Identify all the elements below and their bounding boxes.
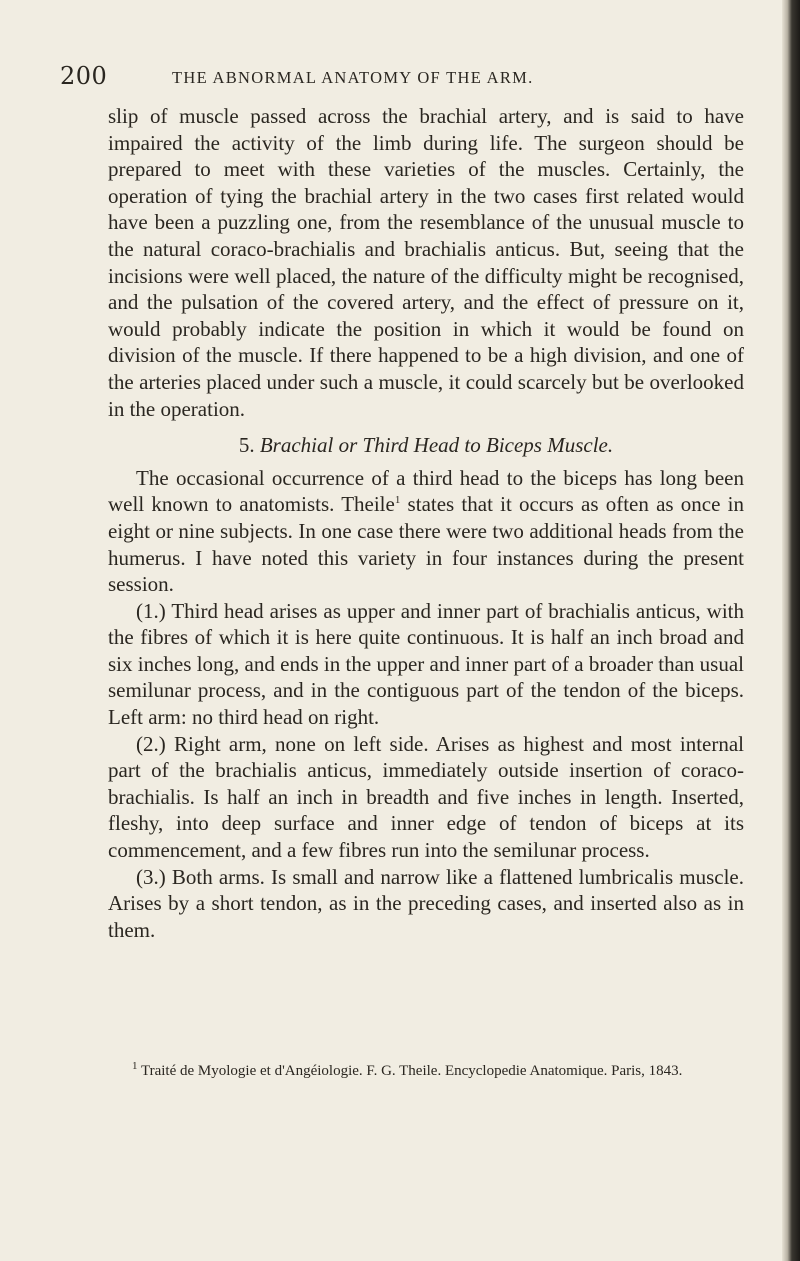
page-edge-shadow (782, 0, 800, 1261)
page-number: 200 (60, 62, 108, 90)
paragraph-case-3: (3.) Both arms. Is small and narrow like a flattened lumbricalis muscle. Arises by a short tendon, as in the preceding cases, and inserted also as in them. (108, 864, 744, 942)
paragraph-intro (108, 465, 744, 598)
paragraph-intro-text-a: The occasional occurrence of a third head to the biceps has long been well known to anatomists. Theile (108, 465, 744, 517)
footnote-reference: 1 (394, 494, 401, 507)
paragraph-intro-text-b: states that it occurs as often as once in eight or nine subjects. In one case there were two additional heads from the humerus. I have noted this variety in four instances during the present session. (108, 492, 744, 597)
section-heading (108, 432, 744, 459)
section-title: Brachial or Third Head to Biceps Muscle. (259, 433, 614, 458)
footnote (108, 1062, 744, 1080)
footnote-text: Traité de Myologie et d'Angéiologie. F. G. Theile. Encyclopedie Anatomique. Paris, 1843. (137, 1063, 683, 1079)
page-header (60, 62, 750, 92)
body-text (108, 103, 744, 943)
section-number: 5. (238, 433, 255, 458)
paragraph-case-2: (2.) Right arm, none on left side. Arises as highest and most internal part of the brachialis anticus, immediately outside insertion of coraco-brachialis. Is half an inch in breadth and five inches in length. Inserted, fleshy, into deep surface and inner edge of tendon of biceps at its commencement, and a few fibres run into the semilunar process. (108, 731, 744, 863)
paragraph-case-1: (1.) Third head arises as upper and inner part of brachialis anticus, with the fibres of which it is here quite continuous. It is half an inch broad and six inches long, and ends in the upper and inner part of a broader than usual semilunar process, and in the contiguous part of the tendon of the biceps. Left arm: no third head on right. (108, 598, 744, 730)
running-title: THE ABNORMAL ANATOMY OF THE ARM. (172, 68, 534, 87)
footnote-mark: 1 (132, 1060, 138, 1072)
paragraph-continuation: slip of muscle passed across the brachial artery, and is said to have impaired the activity of the limb during life. The surgeon should be prepared to meet with these varieties of the muscles. Certainly, the operation of tying the brachial artery in the two cases first related would have been a puzzling one, from the resemblance of the unusual muscle to the natural coraco-brachialis and brachialis anticus. But, seeing that the incisions were well placed, the nature of the difficulty might be recognised, and the pulsation of the covered artery, and the effect of pressure on it, would probably indicate the position in which it would be found on division of the muscle. If there happened to be a high division, and one of the arteries placed under such a muscle, it could scarcely but be overlooked in the operation. (108, 104, 744, 421)
